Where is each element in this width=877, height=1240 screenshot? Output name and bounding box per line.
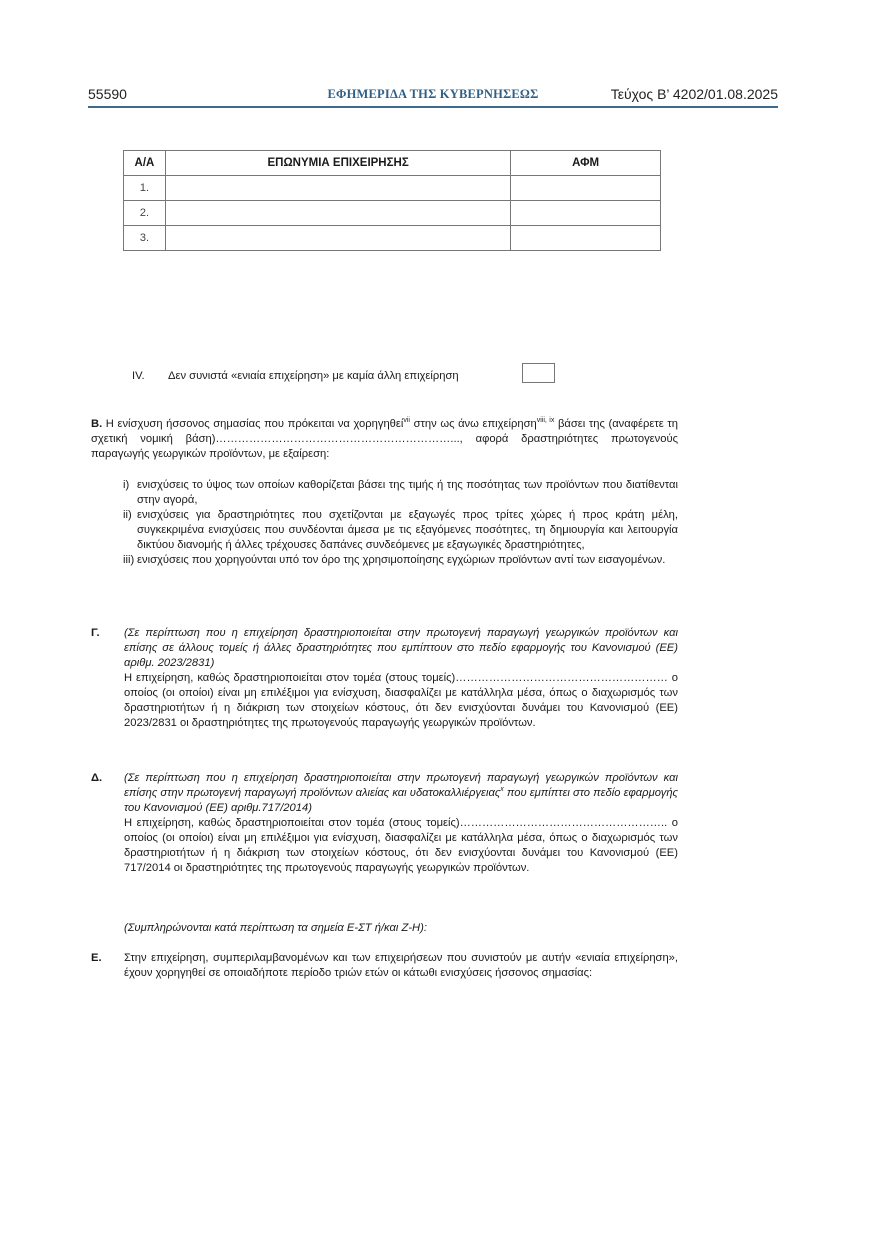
section-e-letter: Ε. xyxy=(91,952,102,964)
footnote-x: x xyxy=(500,786,504,793)
cell-afm[interactable] xyxy=(511,176,661,201)
list-item xyxy=(123,478,678,508)
section-e-body: Στην επιχείρηση, συμπεριλαμβανομένων και των επιχειρήσεων που συνιστούν με αυτήν «ενιαία επιχείρηση», έχουν χορηγηθεί σε οποιαδήποτε περίοδο τριών ετών οι κάτωθι ενισχύσεις ήσσονος σημασίας: xyxy=(124,952,678,979)
section-g-condition: (Σε περίπτωση που η επιχείρηση δραστηριοποιείται στην πρωτογενή παραγωγή γεωργικών προϊόντων και επίσης σε άλλους τομείς ή άλλες δραστηριότητες που εμπίπτουν στο πεδίο εφαρμογής του Κανονισμού (ΕΕ) αριθμ. 2023/2831) xyxy=(124,627,678,669)
section-d-letter: Δ. xyxy=(91,772,103,784)
table-row xyxy=(124,201,661,226)
section-b-text-2: στην ως άνω επιχείρηση xyxy=(410,418,537,430)
list-item-text: ενισχύσεις το ύψος των οποίων καθορίζεται βάσει της τιμής ή της ποσότητας των προϊόντων που διατίθενται στην αγορά, xyxy=(137,479,678,506)
section-g xyxy=(91,626,678,731)
section-b xyxy=(91,417,678,462)
cell-afm[interactable] xyxy=(511,201,661,226)
list-marker: i) xyxy=(123,479,130,491)
section-d-condition-b: που εμπίπτει στο πεδίο εφαρμογής του Κανονισμού (ΕΕ) αριθμ.717/2014) xyxy=(124,787,678,814)
section-b-text-1: Η ενίσχυση ήσσονος σημασίας που πρόκειται να χορηγηθεί xyxy=(102,418,404,430)
cell-aa: 2. xyxy=(124,201,166,226)
firms-table xyxy=(123,150,661,251)
section-e xyxy=(91,951,678,981)
cell-firm-name[interactable] xyxy=(165,176,510,201)
column-header-aa: Α/Α xyxy=(124,151,166,176)
item-iv-number: IV. xyxy=(132,370,145,382)
cell-firm-name[interactable] xyxy=(165,201,510,226)
page-header xyxy=(88,86,778,106)
footnote-vii: vii xyxy=(403,417,410,424)
gazette-title: ΕΦΗΜΕΡΙΔΑ ΤΗΣ ΚΥΒΕΡΝΗΣΕΩΣ xyxy=(327,87,539,101)
item-iv-checkbox[interactable] xyxy=(522,363,555,383)
list-item-text: ενισχύσεις που χορηγούνται υπό τον όρο της χρησιμοποίησης εγχώριων προϊόντων αντί των εισαγομένων. xyxy=(137,554,666,566)
section-b-text-3: βάσει της (αναφέρετε τη σχετική νομική βάση)………………………………………………………..., αφορά δραστηριότητες πρωτογενούς παραγωγής γεωργικών προϊόντων, με εξαίρεση: xyxy=(91,418,678,460)
column-header-afm: ΑΦΜ xyxy=(511,151,661,176)
list-marker: ii) xyxy=(123,509,132,521)
section-d xyxy=(91,771,678,876)
table-header-row xyxy=(124,151,661,176)
page-number: 55590 xyxy=(88,86,127,102)
section-d-body: Η επιχείρηση, καθώς δραστηριοποιείται στον τομέα (στους τομείς)……………………………………………….. ο οποίος (οι οποίοι) είναι μη επιλέξιμοι για ενίσχυση, διασφαλίζει με κατάλληλα μέσα, όπως ο διαχωρισμός των δραστηριοτήτων ή η διάκριση των στοιχείων κόστους, ότι δεν ενισχύονται δυνάμει του Κανονισμού (ΕΕ) 717/2014 οι δραστηριότητες της πρωτογενούς παραγωγής γεωργικών προϊόντων. xyxy=(124,817,678,874)
footnote-viii-ix: viii, ix xyxy=(536,417,555,424)
fill-in-note: (Συμπληρώνονται κατά περίπτωση τα σημεία Ε-ΣΤ ή/και Ζ-Η): xyxy=(124,922,427,934)
section-d-condition xyxy=(106,771,678,816)
list-item-text: ενισχύσεις για δραστηριότητες που σχετίζονται με εξαγωγές προς τρίτες χώρες ή προς κράτη μέλη, συγκεκριμένα ενισχύσεις που συνδέονται άμεσα με τις εξαγόμενες ποσότητες, τη δημιουργία και λειτουργία δικτύου διανομής ή άλλες τρέχουσες δαπάνες συνδεόμενες με εξαγωγικές δραστηριότητες, xyxy=(137,509,678,551)
list-item xyxy=(123,553,678,568)
list-marker: iii) xyxy=(123,554,135,566)
list-item xyxy=(123,508,678,553)
column-header-name: ΕΠΩΝΥΜΙΑ ΕΠΙΧΕΙΡΗΣΗΣ xyxy=(165,151,510,176)
exclusions-list xyxy=(123,478,678,568)
cell-firm-name[interactable] xyxy=(165,226,510,251)
section-b-letter: Β. xyxy=(91,418,103,430)
item-iv-label: Δεν συνιστά «ενιαία επιχείρηση» με καμία άλλη επιχείρηση xyxy=(168,370,459,382)
table-row xyxy=(124,226,661,251)
issue-reference: Τεύχος Β’ 4202/01.08.2025 xyxy=(610,86,778,102)
cell-aa: 1. xyxy=(124,176,166,201)
section-g-letter: Γ. xyxy=(91,627,100,639)
table-row xyxy=(124,176,661,201)
header-rule xyxy=(88,106,778,108)
cell-aa: 3. xyxy=(124,226,166,251)
section-g-body: Η επιχείρηση, καθώς δραστηριοποιείται στον τομέα (στους τομείς)………………………………………………… ο οποίος (οι οποίοι) είναι μη επιλέξιμοι για ενίσχυση, διασφαλίζει με κατάλληλα μέσα, όπως ο διαχωρισμός των δραστηριοτήτων ή η διάκριση των στοιχείων κόστους, ότι δεν ενισχύονται δυνάμει του Κανονισμού (ΕΕ) 2023/2831 οι δραστηριότητες της πρωτογενούς παραγωγής γεωργικών προϊόντων. xyxy=(124,672,678,729)
cell-afm[interactable] xyxy=(511,226,661,251)
section-d-condition-a: (Σε περίπτωση που η επιχείρηση δραστηριοποιείται στην πρωτογενή παραγωγή γεωργικών προϊόντων και επίσης στην πρωτογενή παραγωγή προϊόντων αλιείας και υδατοκαλλιέργειας xyxy=(124,772,678,799)
